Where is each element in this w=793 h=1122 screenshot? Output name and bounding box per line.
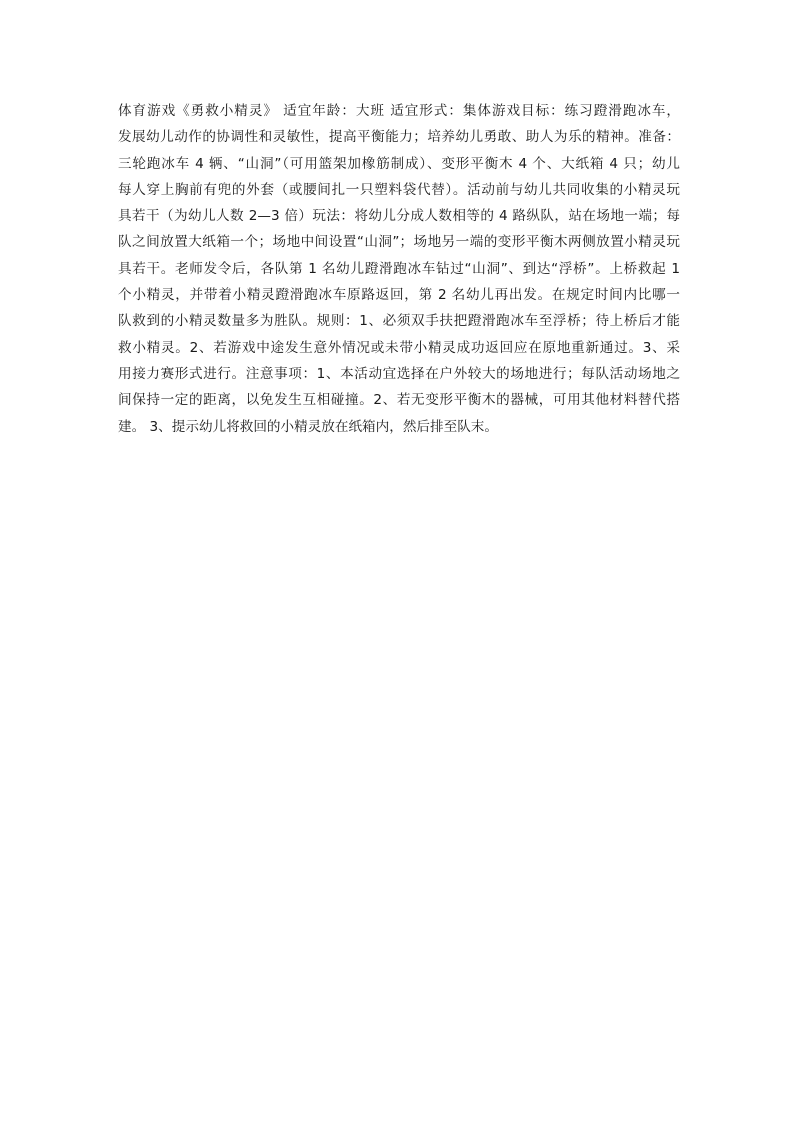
text-line: 发展幼儿动作的协调性和灵敏性，提高平衡能力；培养幼儿勇敢、助人为乐的精神。准备： [118,129,680,146]
text-line: 队之间放置大纸箱一个；场地中间设置“山洞”；场地另一端的变形平衡木两侧放置小精灵玩 [118,234,680,251]
text-line: 间保持一定的距离，以免发生互相碰撞。2、若无变形平衡木的器械，可用其他材料替代搭 [118,392,680,409]
text-line: 队救到的小精灵数量多为胜队。规则：1、必须双手扶把蹬滑跑冰车至浮桥；待上桥后才能 [118,313,680,330]
text-line: 每人穿上胸前有兜的外套（或腰间扎一只塑料袋代替）。活动前与幼儿共同收集的小精灵玩 [118,181,680,198]
text-line: 具若干。老师发令后，各队第 1 名幼儿蹬滑跑冰车钻过“山洞”、到达“浮桥”。上桥救起 1 [118,260,680,277]
text-line: 三轮跑冰车 4 辆、“山洞”（可用篮架加橡筋制成）、变形平衡木 4 个、大纸箱 4 只；幼儿 [118,155,680,172]
text-line: 建。 3、提示幼儿将救回的小精灵放在纸箱内，然后排至队末。 [118,418,498,435]
text-line: 救小精灵。2、若游戏中途发生意外情况或未带小精灵成功返回应在原地重新通过。3、采 [118,339,680,356]
text-line: 个小精灵，并带着小精灵蹬滑跑冰车原路返回，第 2 名幼儿再出发。在规定时间内比哪一 [118,287,680,304]
text-line: 用接力赛形式进行。注意事项：1、本活动宜选择在户外较大的场地进行；每队活动场地之 [118,365,680,382]
text-line: 体育游戏《勇救小精灵》 适宜年龄：大班 适宜形式：集体游戏目标：练习蹬滑跑冰车， [118,103,680,119]
body-text [118,98,680,440]
text-line: 具若干（为幼儿人数 2—3 倍）玩法：将幼儿分成人数相等的 4 路纵队，站在场地一端；每 [118,208,680,225]
